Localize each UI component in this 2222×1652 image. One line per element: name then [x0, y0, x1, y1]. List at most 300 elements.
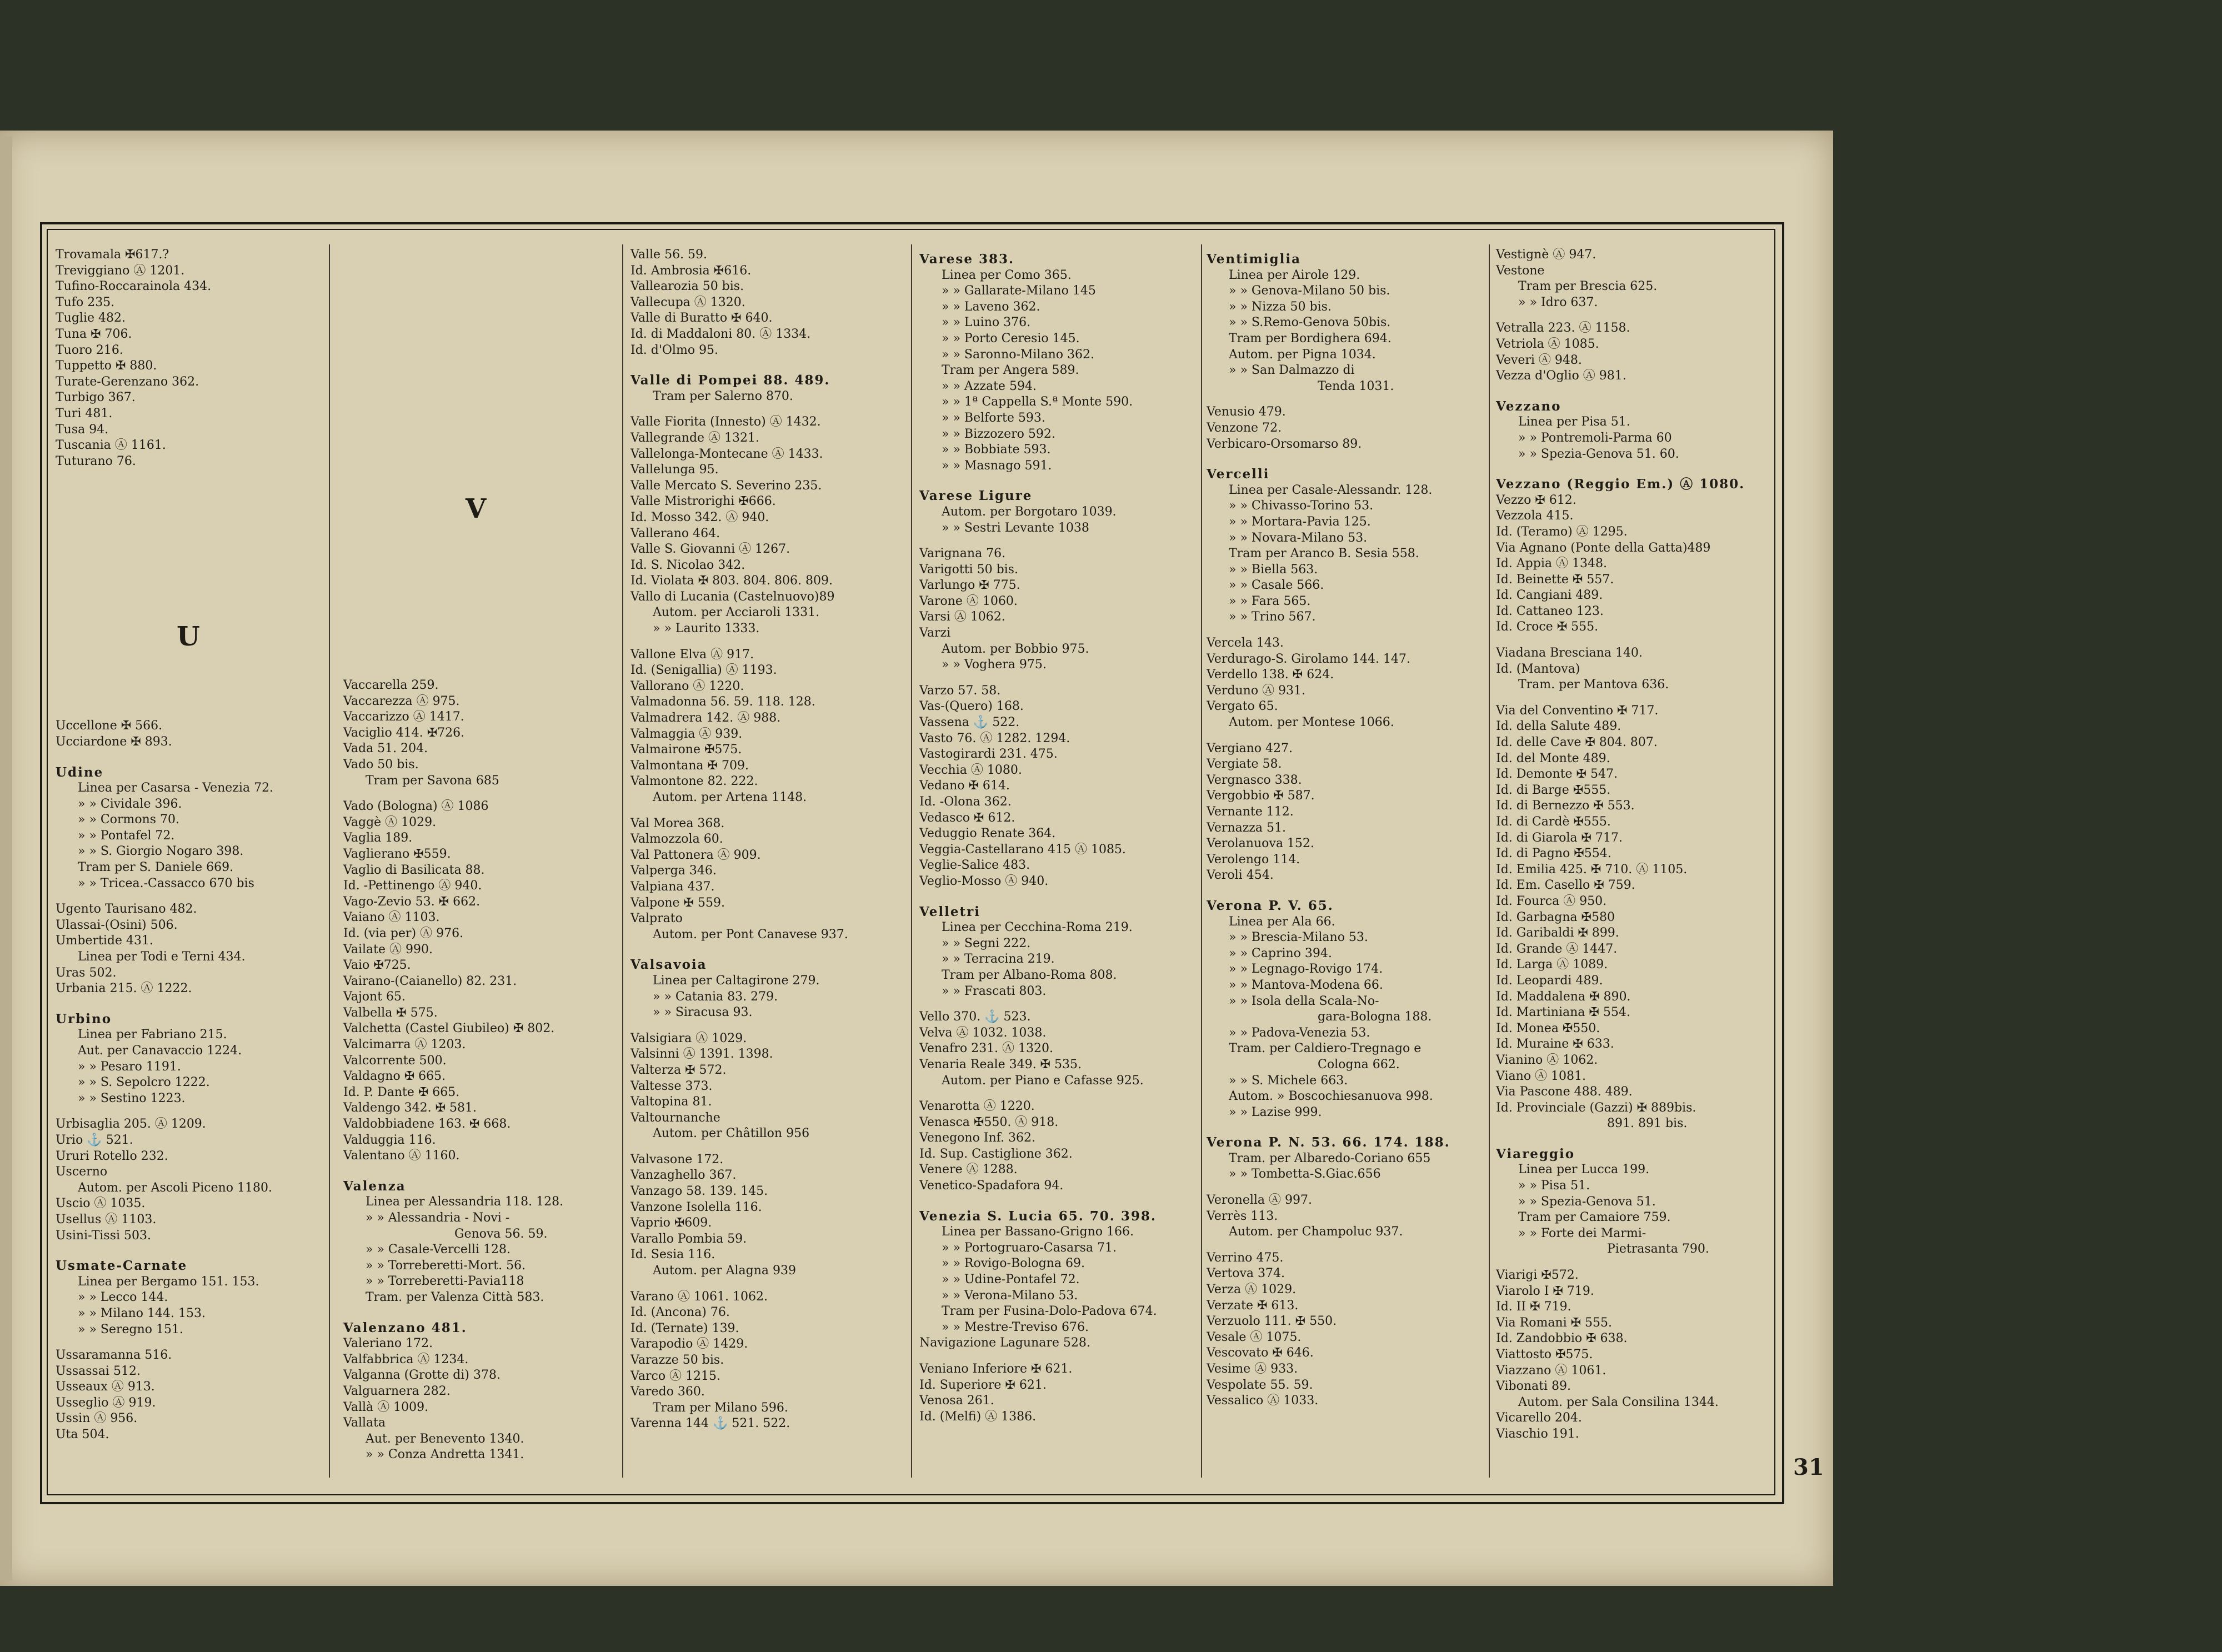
index-entry: Usseglio Ⓐ 919.: [56, 1395, 156, 1410]
index-entry: » » Caprino 394.: [1229, 946, 1332, 960]
index-entry: Id. Fourca Ⓐ 950.: [1496, 894, 1607, 908]
index-entry: Valmontone 82. 222.: [630, 774, 758, 789]
index-entry: Genova 56. 59.: [454, 1227, 548, 1241]
index-entry: Verolanuova 152.: [1207, 837, 1314, 851]
index-entry: Usellus Ⓐ 1103.: [56, 1212, 157, 1227]
index-entry: Viarigi ✠572.: [1496, 1268, 1579, 1283]
index-entry: Venasca ✠550. Ⓐ 918.: [919, 1115, 1059, 1129]
index-entry: Valmadonna 56. 59. 118. 128.: [630, 695, 815, 709]
index-entry: Autom. per Montese 1066.: [1229, 715, 1394, 730]
index-entry: Venosa 261.: [919, 1394, 994, 1408]
index-entry: Vergobbio ✠ 587.: [1207, 789, 1315, 803]
index-entry: » » Sestri Levante 1038: [942, 520, 1089, 535]
index-heading: Vercelli: [1207, 467, 1270, 482]
index-entry: » » Cormons 70.: [78, 813, 180, 827]
index-entry: » » Conza Andretta 1341.: [366, 1448, 524, 1462]
index-heading: Verona P. V. 65.: [1207, 898, 1334, 913]
index-entry: Id. di Maddaloni 80. Ⓐ 1334.: [630, 327, 811, 341]
section-letter-v: V: [466, 493, 487, 524]
index-entry: Vada 51. 204.: [343, 742, 428, 756]
index-entry: Vello 370. ⚓ 523.: [919, 1010, 1031, 1024]
index-entry: Urio ⚓ 521.: [56, 1133, 133, 1147]
index-entry: Velva Ⓐ 1032. 1038.: [919, 1025, 1047, 1040]
index-entry: » » Gallarate-Milano 145: [942, 284, 1096, 298]
index-entry: Tuppetto ✠ 880.: [56, 359, 157, 373]
index-entry: Id. Superiore ✠ 621.: [919, 1378, 1047, 1392]
index-entry: » » Casale-Vercelli 128.: [366, 1243, 511, 1257]
index-entry: Tram per Bordighera 694.: [1229, 331, 1392, 346]
index-heading: Vezzano: [1496, 398, 1562, 414]
index-entry: Varedo 360.: [630, 1385, 705, 1399]
index-entry: Tram. per Valenza Città 583.: [366, 1290, 544, 1304]
index-entry: » » Cividale 396.: [78, 797, 182, 811]
index-entry: Venaria Reale 349. ✠ 535.: [919, 1057, 1082, 1072]
block-gap: [630, 358, 897, 368]
index-entry: » » Sestino 1223.: [78, 1091, 186, 1105]
block-gap: [1496, 462, 1763, 472]
block-gap: [56, 1107, 322, 1117]
index-entry: Id. Maddalena ✠ 890.: [1496, 989, 1631, 1004]
index-entry: Autom. per Pigna 1034.: [1229, 347, 1376, 362]
index-entry: Varzo 57. 58.: [919, 683, 1001, 698]
index-column-3: [630, 247, 897, 1432]
index-entry: Vianino Ⓐ 1062.: [1496, 1053, 1598, 1067]
index-entry: Uras 502.: [56, 965, 117, 980]
index-entry: Valfabbrica Ⓐ 1234.: [343, 1352, 469, 1366]
index-entry: » » Voghera 975.: [942, 658, 1047, 672]
index-entry: Id. Martiniana ✠ 554.: [1496, 1005, 1630, 1020]
index-column-4: [919, 247, 1186, 1425]
index-entry: Id. Demonte ✠ 547.: [1496, 767, 1618, 782]
index-entry: Turi 481.: [56, 406, 113, 420]
index-entry: Id. Appia Ⓐ 1348.: [1496, 557, 1607, 571]
index-entry: » » Udine-Pontafel 72.: [942, 1273, 1080, 1287]
index-entry: Valtournanche: [630, 1110, 720, 1125]
index-entry: Trovamala ✠617.?: [56, 248, 169, 262]
index-entry: Umbertide 431.: [56, 934, 153, 948]
page-number: 31: [1793, 1454, 1824, 1480]
index-entry: Vairano-(Caianello) 82. 231.: [343, 974, 517, 988]
index-entry: » » Verona-Milano 53.: [942, 1288, 1078, 1303]
index-entry: Vallata: [343, 1416, 386, 1430]
index-entry: » » Idro 637.: [1518, 295, 1598, 309]
index-entry: Id. Cattaneo 123.: [1496, 604, 1604, 618]
index-entry: Vesime Ⓐ 933.: [1207, 1362, 1298, 1376]
index-entry: Id. Em. Casello ✠ 759.: [1496, 878, 1635, 893]
index-entry: Vastogirardi 231. 475.: [919, 747, 1058, 762]
index-entry: Verzuolo 111. ✠ 550.: [1207, 1314, 1337, 1329]
index-column-5: [1207, 247, 1473, 1409]
index-entry: Vaglia 189.: [343, 831, 413, 845]
index-entry: Autom. per Alagna 939: [653, 1264, 796, 1278]
index-entry: Tusa 94.: [56, 422, 109, 437]
index-entry: Tram per Savona 685: [366, 773, 499, 788]
index-entry: » » Padova-Venezia 53.: [1229, 1025, 1370, 1040]
index-entry: » » Brescia-Milano 53.: [1229, 930, 1368, 945]
index-entry: Valdobbiadene 163. ✠ 668.: [343, 1117, 511, 1132]
index-entry: Vergnasco 338.: [1207, 773, 1302, 787]
index-entry: » » San Dalmazzo di: [1229, 363, 1355, 378]
index-entry: Via Pascone 488. 489.: [1496, 1085, 1633, 1099]
index-entry: Vergiano 427.: [1207, 741, 1293, 755]
index-entry: Val Morea 368.: [630, 816, 725, 830]
index-entry: » » Torreberetti-Mort. 56.: [366, 1258, 526, 1273]
index-entry: » » Tricea.-Cassacco 670 bis: [78, 876, 254, 890]
index-entry: » » Trino 567.: [1229, 610, 1316, 624]
index-entry: Vaccarella 259.: [343, 678, 439, 692]
index-entry: Valentano Ⓐ 1160.: [343, 1149, 460, 1163]
index-entry: » » Novara-Milano 53.: [1229, 530, 1368, 545]
index-column-2: [343, 678, 610, 1463]
index-entry: » » Saronno-Milano 362.: [942, 347, 1094, 362]
index-heading: Ventimiglia: [1207, 252, 1301, 267]
index-entry: Valle Mistrorighi ✠666.: [630, 494, 776, 509]
index-entry: Vajont 65.: [343, 990, 406, 1004]
index-entry: Linea per Caltagirone 279.: [653, 973, 820, 988]
index-entry: Vernazza 51.: [1207, 820, 1286, 835]
index-entry: » » Spezia-Genova 51. 60.: [1518, 447, 1679, 461]
index-entry: » » Segni 222.: [942, 936, 1031, 950]
index-entry: Viadana Bresciana 140.: [1496, 646, 1643, 660]
index-entry: Viazzano Ⓐ 1061.: [1496, 1363, 1607, 1378]
index-entry: Linea per Bergamo 151. 153.: [78, 1274, 259, 1289]
index-entry: » » Milano 144. 153.: [78, 1306, 206, 1320]
index-heading: Valenza: [343, 1178, 406, 1194]
index-entry: Veronella Ⓐ 997.: [1207, 1193, 1312, 1208]
index-entry: Tram per S. Daniele 669.: [78, 860, 234, 875]
index-entry: Vertova 374.: [1207, 1266, 1285, 1281]
index-entry: Id. di Giarola ✠ 717.: [1496, 830, 1623, 845]
column-separator: [911, 244, 912, 1478]
index-entry: Id. -Pettinengo Ⓐ 940.: [343, 879, 482, 893]
index-entry: Aut. per Benevento 1340.: [366, 1431, 524, 1446]
block-gap: [1496, 1258, 1763, 1268]
index-entry: » » Alessandria - Novi -: [366, 1211, 510, 1225]
index-entry: Id. S. Nicolao 342.: [630, 558, 745, 572]
index-entry: Urbania 215. Ⓐ 1222.: [56, 982, 192, 996]
index-entry: » » Bizzozero 592.: [942, 427, 1055, 441]
index-entry: Autom. » Boscochiesanuova 998.: [1229, 1089, 1433, 1104]
index-entry: Tufo 235.: [56, 295, 115, 309]
index-entry: Id. delle Cave ✠ 804. 807.: [1496, 735, 1658, 750]
index-entry: » » Genova-Milano 50 bis.: [1229, 284, 1390, 298]
index-entry: Veglio-Mosso Ⓐ 940.: [919, 874, 1049, 888]
index-entry: Valbella ✠ 575.: [343, 1005, 438, 1020]
block-gap: [1207, 1240, 1473, 1250]
index-entry: Id. Sesia 116.: [630, 1248, 715, 1262]
index-entry: Autom. per Ascoli Piceno 1180.: [78, 1180, 272, 1195]
index-entry: Valle Mercato S. Severino 235.: [630, 478, 822, 493]
index-entry: Vetriola Ⓐ 1085.: [1496, 337, 1599, 351]
index-entry: Vassena ⚓ 522.: [919, 715, 1020, 730]
index-column-6: [1496, 247, 1763, 1443]
index-heading: Viareggio: [1496, 1146, 1575, 1162]
block-gap: [56, 997, 322, 1007]
index-entry: » » Luino 376.: [942, 316, 1031, 330]
index-entry: Vaio ✠725.: [343, 958, 411, 973]
block-gap: [919, 474, 1186, 484]
index-entry: » » Pesaro 1191.: [78, 1059, 181, 1074]
block-gap: [919, 1089, 1186, 1099]
index-entry: Vallegrande Ⓐ 1321.: [630, 430, 760, 445]
index-entry: Ugento Taurisano 482.: [56, 902, 197, 917]
index-entry: Valmontana ✠ 709.: [630, 758, 749, 773]
index-heading: Valle di Pompei 88. 489.: [630, 373, 830, 388]
index-entry: Vescovato ✠ 646.: [1207, 1346, 1314, 1360]
index-entry: gara-Bologna 188.: [1318, 1010, 1432, 1024]
index-entry: Id. Garbagna ✠580: [1496, 910, 1615, 924]
index-entry: Pietrasanta 790.: [1607, 1242, 1709, 1256]
column-separator: [622, 244, 623, 1478]
column-separator: [1201, 244, 1202, 1478]
block-gap: [630, 1279, 897, 1289]
index-entry: Vedasco ✠ 612.: [919, 810, 1015, 825]
index-entry: Valtesse 373.: [630, 1079, 713, 1093]
index-entry: Varenna 144 ⚓ 521. 522.: [630, 1416, 790, 1431]
index-entry: » » Rovigo-Bologna 69.: [942, 1256, 1085, 1271]
index-entry: Id. di Barge ✠555.: [1496, 783, 1611, 797]
index-entry: Valle Fiorita (Innesto) Ⓐ 1432.: [630, 415, 821, 429]
index-entry: Venetico-Spadafora 94.: [919, 1179, 1064, 1193]
index-entry: Id. (Teramo) Ⓐ 1295.: [1496, 524, 1628, 539]
index-entry: Vedano ✠ 614.: [919, 779, 1010, 793]
index-entry: » » Forte dei Marmi-: [1518, 1226, 1647, 1240]
index-entry: Viattosto ✠575.: [1496, 1348, 1593, 1361]
index-entry: Id. Zandobbio ✠ 638.: [1496, 1331, 1628, 1346]
block-gap: [343, 1164, 610, 1174]
index-entry: Valle S. Giovanni Ⓐ 1267.: [630, 542, 790, 557]
block-gap: [1496, 635, 1763, 645]
block-gap: [630, 637, 897, 647]
index-entry: Verduno Ⓐ 931.: [1207, 683, 1306, 698]
block-gap: [919, 890, 1186, 900]
block-gap: [1207, 884, 1473, 894]
index-entry: » » Mestre-Treviso 676.: [942, 1320, 1089, 1334]
block-gap: [56, 892, 322, 902]
block-gap: [1207, 452, 1473, 462]
index-entry: Vaciglio 414. ✠726.: [343, 725, 465, 740]
index-entry: Venzone 72.: [1207, 420, 1282, 435]
index-entry: Valprato: [630, 912, 683, 926]
index-entry: Id. -Olona 362.: [919, 795, 1012, 809]
index-entry: Vallelunga 95.: [630, 463, 719, 477]
index-entry: Autom. per Acciaroli 1331.: [653, 605, 820, 620]
index-entry: » » Fara 565.: [1229, 594, 1311, 608]
index-entry: Vaprio ✠609.: [630, 1216, 712, 1230]
index-heading: Udine: [56, 764, 104, 780]
index-entry: Vaggè Ⓐ 1029.: [343, 815, 437, 829]
index-entry: Valle di Buratto ✠ 640.: [630, 311, 773, 326]
block-gap: [630, 1021, 897, 1031]
index-entry: Valsinni Ⓐ 1391. 1398.: [630, 1047, 773, 1062]
index-entry: » » Isola della Scala-No-: [1229, 994, 1379, 1008]
index-entry: Verrino 475.: [1207, 1250, 1284, 1265]
block-gap: [919, 1351, 1186, 1361]
index-entry: Viano Ⓐ 1081.: [1496, 1069, 1587, 1083]
index-entry: Valganna (Grotte di) 378.: [343, 1368, 501, 1383]
index-entry: Vanzaghello 367.: [630, 1168, 737, 1183]
index-entry: » » Frascati 803.: [942, 984, 1047, 998]
index-entry: Autom. per Bobbio 975.: [942, 642, 1089, 656]
index-entry: Valeriano 172.: [343, 1336, 433, 1351]
index-entry: Tenda 1031.: [1318, 379, 1394, 393]
index-entry: Vallà Ⓐ 1009.: [343, 1400, 429, 1414]
index-entry: Id. (Ancona) 76.: [630, 1305, 730, 1320]
index-entry: Turbigo 367.: [56, 391, 136, 405]
index-entry: Vaglierano ✠559.: [343, 847, 451, 861]
index-entry: Vanzone Isolella 116.: [630, 1200, 762, 1214]
index-entry: Vessalico Ⓐ 1033.: [1207, 1394, 1319, 1408]
index-entry: Id. Violata ✠ 803. 804. 806. 809.: [630, 574, 833, 588]
index-entry: » » Casale 566.: [1229, 578, 1324, 593]
index-entry: Via del Conventino ✠ 717.: [1496, 703, 1659, 718]
index-entry: » » Nizza 50 bis.: [1229, 299, 1332, 314]
index-entry: Valsigiara Ⓐ 1029.: [630, 1031, 747, 1045]
index-entry: Varignana 76.: [919, 547, 1006, 561]
index-entry: Tuglie 482.: [56, 311, 126, 326]
index-entry: » » Pontremoli-Parma 60: [1518, 430, 1672, 445]
index-entry: Via Agnano (Ponte della Gatta)489: [1496, 540, 1711, 555]
index-entry: Tram per Brescia 625.: [1518, 279, 1658, 294]
index-column-1: [56, 247, 322, 1443]
index-entry: Linea per Ala 66.: [1229, 914, 1335, 929]
index-entry: » » Mortara-Pavia 125.: [1229, 514, 1371, 529]
index-entry: Tuscania Ⓐ 1161.: [56, 438, 166, 453]
index-entry: Turate-Gerenzano 362.: [56, 374, 199, 389]
index-entry: » » 1ª Cappella S.ª Monte 590.: [942, 395, 1133, 409]
index-entry: Veroli 454.: [1207, 868, 1274, 883]
index-entry: Id. Garibaldi ✠ 899.: [1496, 926, 1619, 940]
index-entry: Vespolate 55. 59.: [1207, 1378, 1313, 1392]
index-entry: Linea per Fabriano 215.: [78, 1028, 227, 1042]
index-entry: Valterza ✠ 572.: [630, 1063, 727, 1077]
index-entry: Id. Cangiani 489.: [1496, 588, 1603, 603]
index-entry: Autom. per Artena 1148.: [653, 790, 807, 804]
index-entry: » » Belforte 593.: [942, 411, 1045, 425]
index-entry: Vallearozia 50 bis.: [630, 279, 744, 294]
index-entry: Vestignè Ⓐ 947.: [1496, 248, 1597, 262]
index-entry: Vaccarizzo Ⓐ 1417.: [343, 710, 464, 724]
index-entry: Vado (Bologna) Ⓐ 1086: [343, 799, 489, 814]
index-entry: » » Pisa 51.: [1518, 1179, 1590, 1193]
index-entry: Varallo Pombia 59.: [630, 1232, 747, 1246]
index-entry: Verdurago-S. Girolamo 144. 147.: [1207, 652, 1410, 666]
index-entry: Linea per Todi e Terni 434.: [78, 950, 246, 964]
index-entry: Vaiano Ⓐ 1103.: [343, 910, 440, 925]
index-entry: Vasto 76. Ⓐ 1282. 1294.: [919, 731, 1070, 745]
index-entry: Vicarello 204.: [1496, 1411, 1582, 1425]
block-gap: [56, 1338, 322, 1348]
index-entry: » » Bobbiate 593.: [942, 443, 1051, 457]
block-gap: [56, 1244, 322, 1254]
index-entry: Vestone: [1496, 263, 1545, 278]
index-entry: Venere Ⓐ 1288.: [919, 1163, 1018, 1177]
block-gap: [1207, 1120, 1473, 1130]
index-entry: Ussaramanna 516.: [56, 1348, 172, 1363]
index-entry: Varone Ⓐ 1060.: [919, 594, 1018, 608]
index-entry: Id. del Monte 489.: [1496, 751, 1610, 765]
index-entry: Id. Monea ✠550.: [1496, 1021, 1600, 1035]
block-gap: [919, 1194, 1186, 1204]
index-entry: Vallo di Lucania (Castelnuovo)89: [630, 589, 835, 604]
index-entry: Venafro 231. Ⓐ 1320.: [919, 1042, 1054, 1056]
index-entry: Venegono Inf. 362.: [919, 1131, 1035, 1145]
index-entry: Autom. per Borgotaro 1039.: [942, 504, 1117, 519]
index-entry: Tuturano 76.: [56, 454, 136, 468]
index-entry: Vago-Zevio 53. ✠ 662.: [343, 894, 481, 909]
index-entry: Valmaggia Ⓐ 939.: [630, 727, 743, 741]
section-letter-u: U: [177, 621, 200, 652]
index-heading: Usmate-Carnate: [56, 1258, 188, 1274]
index-entry: Valmairone ✠575.: [630, 743, 742, 757]
index-entry: Ulassai-(Osini) 506.: [56, 918, 178, 932]
index-entry: Uscio Ⓐ 1035.: [56, 1197, 146, 1211]
index-entry: Vailate Ⓐ 990.: [343, 942, 433, 957]
index-entry: Valdagno ✠ 665.: [343, 1069, 446, 1084]
index-entry: Id. (Senigallia) Ⓐ 1193.: [630, 663, 777, 678]
index-entry: Usseaux Ⓐ 913.: [56, 1380, 155, 1394]
index-entry: Tram per Milano 596.: [653, 1400, 788, 1415]
index-entry: » » Torreberetti-Pavia118: [366, 1274, 524, 1289]
index-entry: Ucciardone ✠ 893.: [56, 734, 172, 749]
index-entry: Valpiana 437.: [630, 879, 715, 894]
index-entry: Linea per Bassano-Grigno 166.: [942, 1225, 1134, 1239]
index-entry: Vanzago 58. 139. 145.: [630, 1184, 768, 1199]
index-entry: Id. Provinciale (Gazzi) ✠ 889bis.: [1496, 1100, 1696, 1115]
index-entry: » » Terracina 219.: [942, 952, 1055, 967]
index-entry: » » Portogruaro-Casarsa 71.: [942, 1240, 1117, 1255]
index-heading: Velletri: [919, 904, 980, 919]
index-entry: Veveri Ⓐ 948.: [1496, 353, 1582, 367]
index-heading: Vezzano (Reggio Em.) Ⓐ 1080.: [1496, 477, 1745, 492]
index-entry: Autom. per Piano e Cafasse 925.: [942, 1073, 1144, 1088]
index-entry: Tram per Angera 589.: [942, 363, 1079, 378]
index-entry: » » Spezia-Genova 51.: [1518, 1194, 1656, 1209]
index-entry: Verzate ✠ 613.: [1207, 1298, 1299, 1313]
index-entry: Id. Leopardi 489.: [1496, 973, 1603, 988]
index-entry: Valvasone 172.: [630, 1152, 724, 1167]
index-entry: Valcimarra Ⓐ 1203.: [343, 1038, 466, 1052]
index-entry: Id. Grande Ⓐ 1447.: [1496, 942, 1618, 956]
index-entry: Varlungo ✠ 775.: [919, 578, 1020, 593]
block-gap: [1207, 394, 1473, 404]
index-entry: Verrès 113.: [1207, 1209, 1278, 1223]
index-entry: Id. Mosso 342. Ⓐ 940.: [630, 510, 769, 524]
index-entry: Valperga 346.: [630, 864, 717, 878]
index-entry: » » Azzate 594.: [942, 379, 1037, 393]
index-entry: Vesale Ⓐ 1075.: [1207, 1330, 1302, 1344]
index-entry: Treviggiano Ⓐ 1201.: [56, 263, 185, 278]
index-entry: Id. P. Dante ✠ 665.: [343, 1085, 460, 1099]
index-entry: Uta 504.: [56, 1428, 109, 1442]
index-entry: Valmozzola 60.: [630, 832, 723, 847]
index-entry: Tuna ✠ 706.: [56, 327, 132, 341]
index-entry: Id. (Melfi) Ⓐ 1386.: [919, 1409, 1037, 1424]
index-entry: Linea per Alessandria 118. 128.: [366, 1195, 564, 1209]
block-gap: [56, 469, 322, 718]
index-entry: Autom. per Champoluc 937.: [1229, 1225, 1403, 1239]
index-entry: Linea per Como 365.: [942, 268, 1072, 282]
index-entry: Valchetta (Castel Giubileo) ✠ 802.: [343, 1022, 555, 1036]
index-entry: Navigazione Lagunare 528.: [919, 1336, 1090, 1350]
index-entry: » » Siracusa 93.: [653, 1005, 753, 1020]
index-entry: Veglie-Salice 483.: [919, 858, 1030, 873]
index-entry: Verbicaro-Orsomarso 89.: [1207, 437, 1362, 451]
index-entry: Viarolo I ✠ 719.: [1496, 1284, 1594, 1298]
index-entry: Vetralla 223. Ⓐ 1158.: [1496, 321, 1630, 336]
block-gap: [56, 750, 322, 760]
index-entry: Vaccarezza Ⓐ 975.: [343, 694, 460, 708]
